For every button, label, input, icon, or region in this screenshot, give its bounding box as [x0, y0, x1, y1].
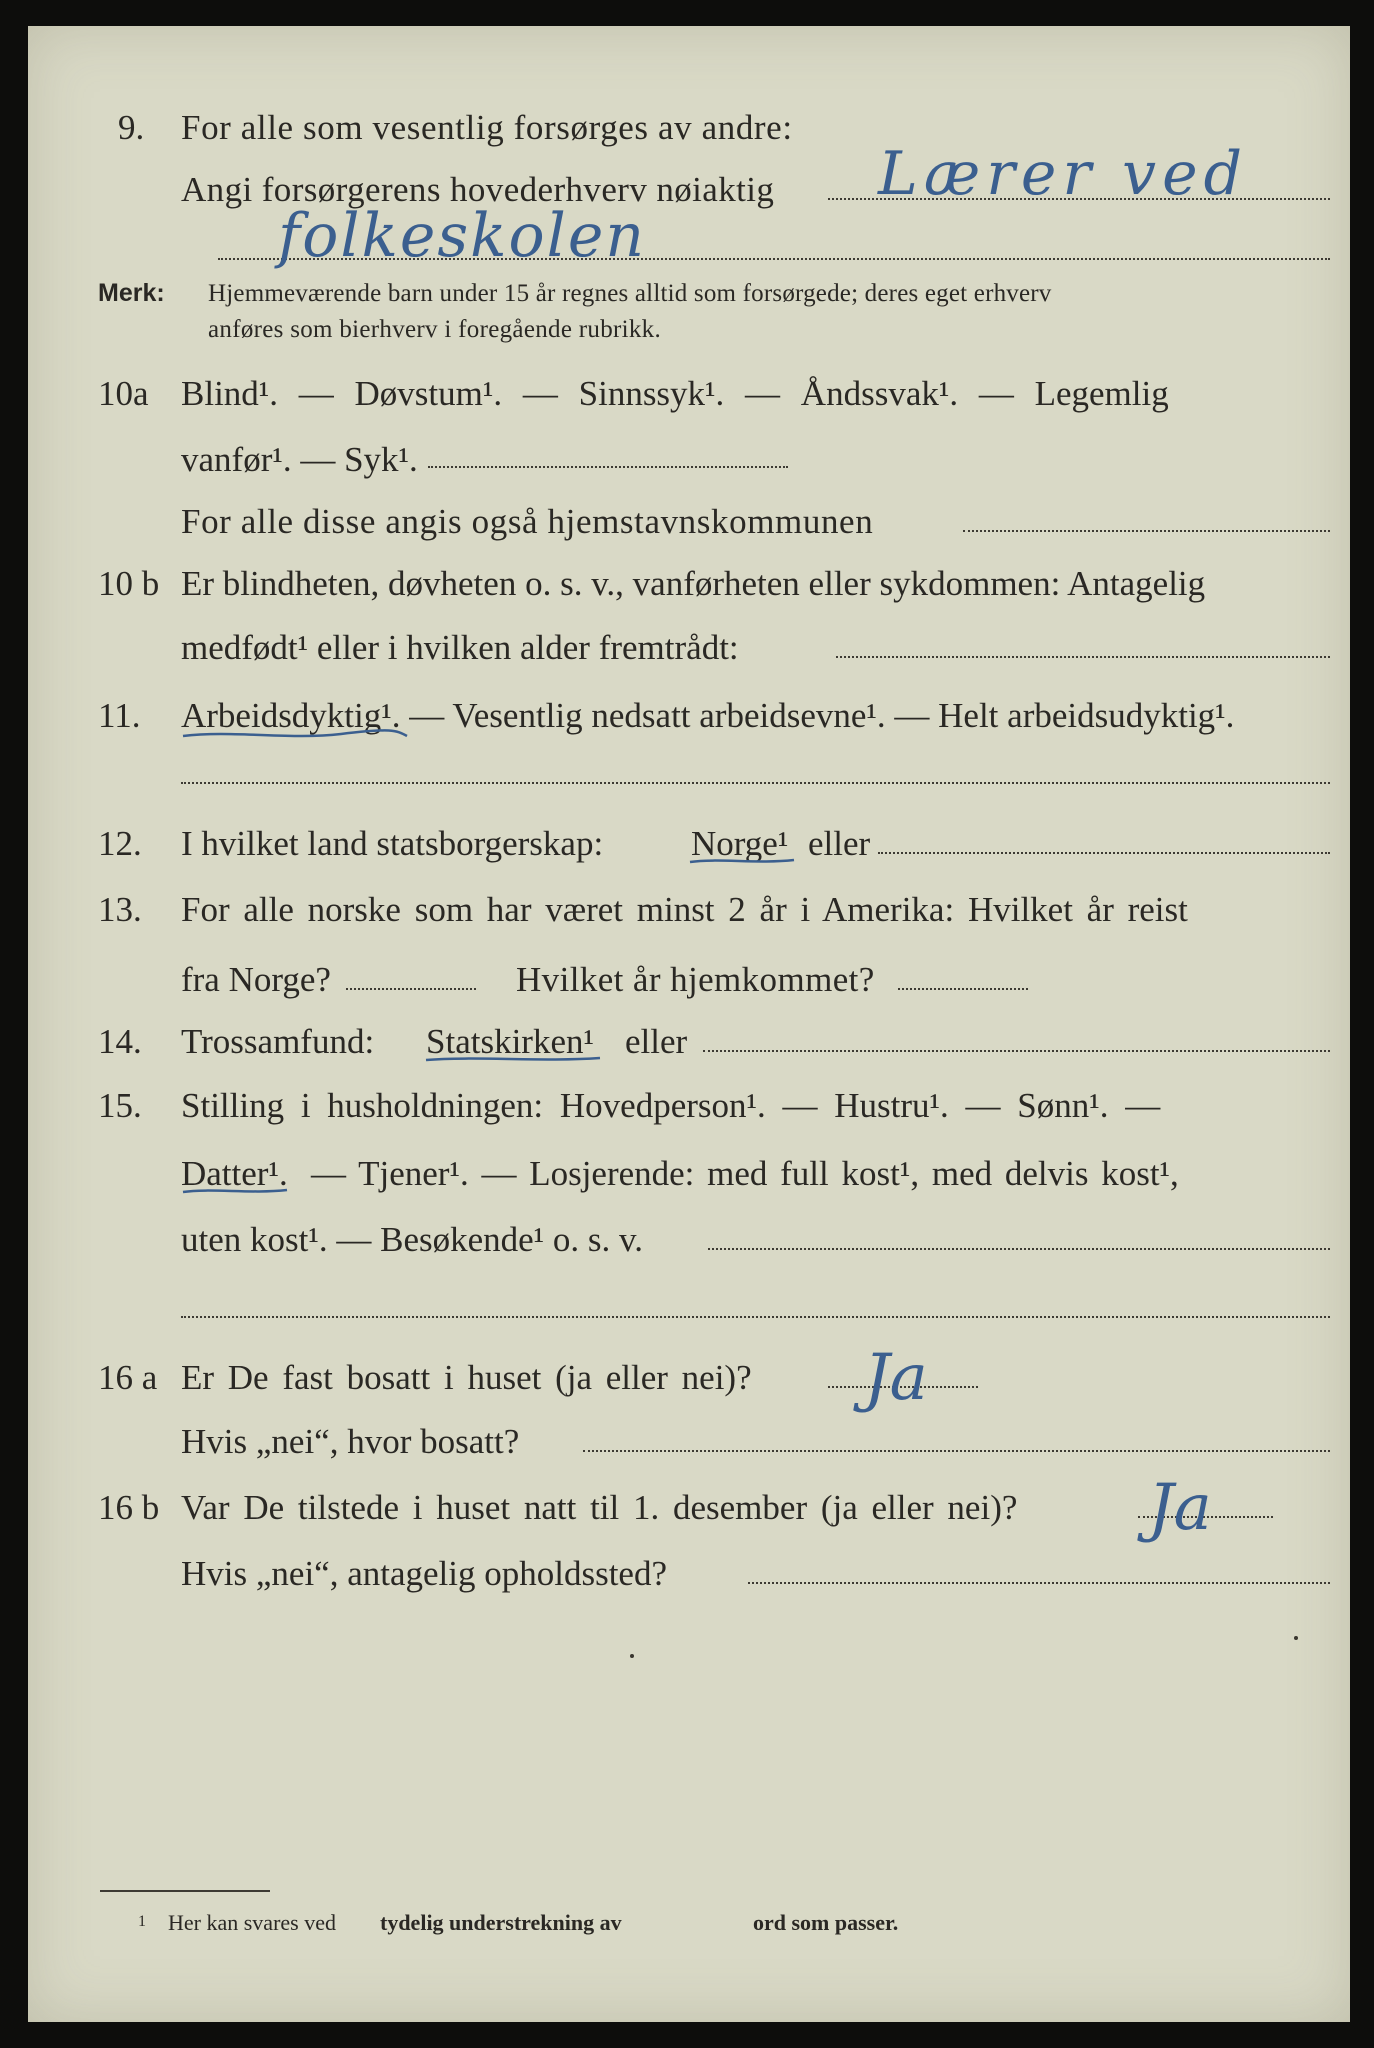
answer-line-13a — [346, 988, 476, 990]
question-9-number: 9. — [118, 108, 145, 147]
question-10a-line1: Blind¹. — Døvstum¹. — Sinnssyk¹. — Åndssvak¹. — Legemlig — [181, 374, 1169, 413]
answer-line-11 — [181, 782, 1330, 784]
question-13-number: 13. — [98, 890, 142, 929]
answer-line-16b-2 — [748, 1582, 1330, 1584]
question-12-text: I hvilket land statsborgerskap: — [181, 824, 604, 863]
question-10b-line1: Er blindheten, døvheten o. s. v., vanførheten eller sykdommen: Antagelig — [181, 564, 1206, 603]
underline-arbeidsdyktig — [181, 726, 411, 744]
answer-line-10a-1 — [428, 466, 788, 468]
footnote-text-c: ord som passer. — [753, 1910, 899, 1935]
question-15-line3: uten kost¹. — Besøkende¹ o. s. v. — [181, 1220, 644, 1259]
question-12-norge: Norge¹ — [691, 824, 789, 863]
handwritten-answer-16b: Ja — [1148, 1471, 1212, 1545]
question-10a-number: 10a — [98, 374, 149, 413]
question-14-eller: eller — [625, 1022, 688, 1061]
question-14-statskirken: Statskirken¹ — [426, 1022, 594, 1061]
answer-line-15a — [708, 1248, 1330, 1250]
answer-line-14 — [703, 1050, 1330, 1052]
question-16b-number: 16 b — [98, 1488, 160, 1527]
question-10a-line2: vanfør¹. — Syk¹. — [181, 440, 418, 479]
question-12-eller: eller — [808, 824, 871, 863]
footnote-rule — [100, 1890, 270, 1892]
question-9-line1: For alle som vesentlig forsørges av andre: — [181, 108, 793, 147]
question-15-number: 15. — [98, 1086, 142, 1125]
question-12-number: 12. — [98, 824, 142, 863]
question-16a-number: 16 a — [98, 1358, 158, 1397]
question-9-line2: Angi forsørgerens hovederhverv nøiaktig — [181, 170, 775, 209]
answer-line-16a-2 — [583, 1450, 1330, 1452]
note-line2: anføres som bierhverv i foregående rubrikk. — [208, 316, 662, 343]
question-14-text: Trossamfund: — [181, 1022, 375, 1061]
note-label: Merk: — [98, 279, 165, 307]
question-13-line2a: fra Norge? — [181, 960, 331, 999]
footnote-text-b: tydelig understrekning av — [380, 1910, 622, 1935]
question-15-line1: Stilling i husholdningen: Hovedperson¹. — Hustru¹. — Sønn¹. — — [181, 1086, 1161, 1125]
answer-line-10a-2 — [963, 530, 1330, 532]
question-10b-number: 10 b — [98, 564, 160, 603]
underline-norge — [688, 854, 798, 868]
question-11-number: 11. — [98, 696, 141, 735]
note-line1: Hjemmeværende barn under 15 år regnes alltid som forsørgede; deres eget erhverv — [208, 280, 1052, 307]
paper-speck — [1294, 1636, 1298, 1640]
form-page — [28, 26, 1350, 2022]
question-14-number: 14. — [98, 1022, 142, 1061]
paper-speck — [630, 1654, 634, 1658]
question-16a-line2: Hvis „nei“, hvor bosatt? — [181, 1422, 520, 1461]
answer-line-12 — [878, 852, 1330, 854]
question-13-line1: For alle norske som har været minst 2 år i Amerika: Hvilket år reist — [181, 890, 1188, 929]
question-10a-line3: For alle disse angis også hjemstavnskommunen — [181, 502, 874, 541]
underline-statskirken — [424, 1052, 604, 1066]
question-10b-line2: medfødt¹ eller i hvilken alder fremtrådt: — [181, 628, 739, 667]
handwritten-answer-16a: Ja — [864, 1341, 928, 1415]
question-15-datter: Datter¹. — [181, 1154, 288, 1193]
handwritten-answer-occupation-2: folkeskolen — [278, 201, 646, 271]
handwritten-answer-occupation-1: Lærer ved — [878, 139, 1248, 209]
answer-line-15b — [181, 1316, 1330, 1318]
question-15-line2: — Tjener¹. — Losjerende: med full kost¹, med delvis kost¹, — [311, 1154, 1179, 1193]
question-16b-line1: Var De tilstede i huset natt til 1. desember (ja eller nei)? — [181, 1488, 1018, 1527]
question-16b-line2: Hvis „nei“, antagelig opholdssted? — [181, 1554, 667, 1593]
question-16a-line1: Er De fast bosatt i huset (ja eller nei)? — [181, 1358, 752, 1397]
footnote-mark: 1 — [138, 1913, 146, 1930]
footnote-text-a: Her kan svares ved — [168, 1910, 336, 1935]
answer-line-13b — [898, 988, 1028, 990]
question-11-text: Arbeidsdyktig¹. — Vesentlig nedsatt arbeidsevne¹. — Helt arbeidsudyktig¹. — [181, 696, 1235, 735]
question-13-line2b: Hvilket år hjemkommet? — [516, 960, 875, 999]
underline-datter — [181, 1184, 291, 1198]
answer-line-10b — [836, 656, 1330, 658]
